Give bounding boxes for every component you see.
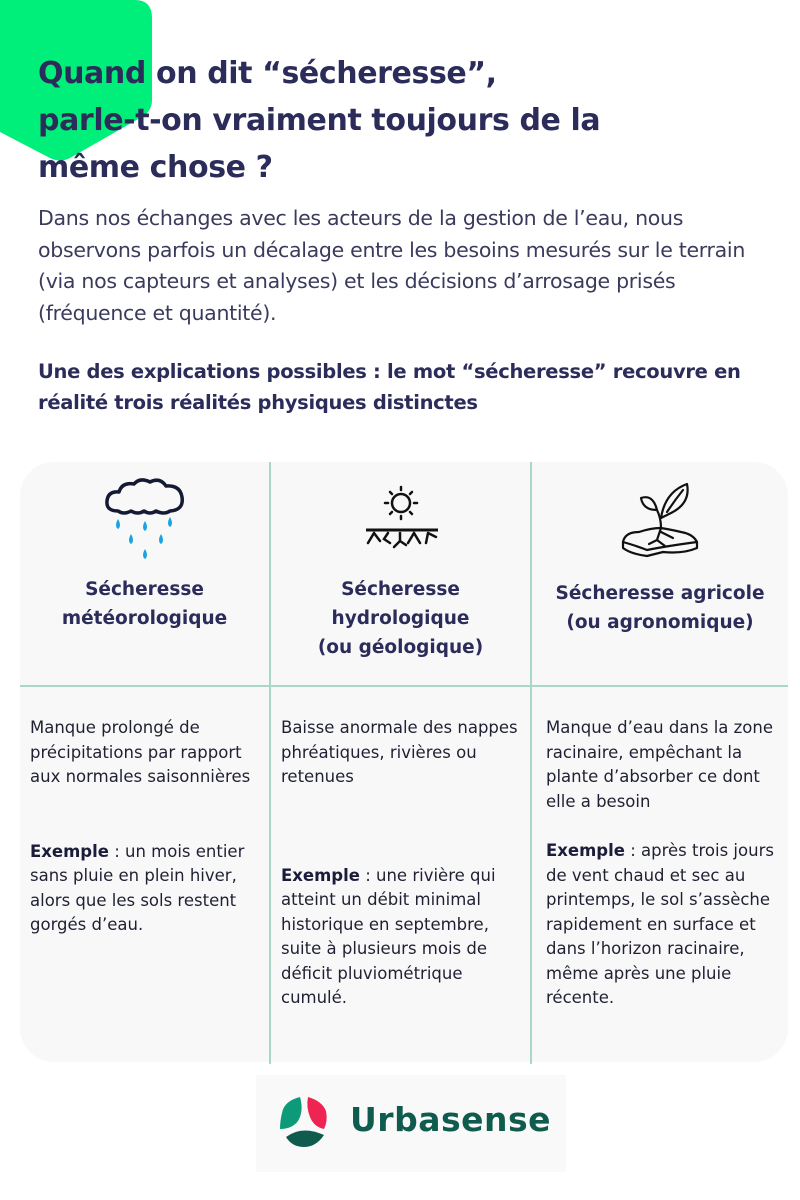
column-body <box>30 716 261 938</box>
brand-logo <box>256 1075 566 1172</box>
title-line-2: parle-t-on vraiment toujours de la <box>38 103 601 138</box>
example-text <box>281 864 522 1011</box>
rain-cloud-icon <box>20 474 269 566</box>
column-heading <box>532 579 788 637</box>
intro-paragraph: Dans nos échanges avec les acteurs de la gestion de l’eau, nous observons parfois un décalage entre les besoins mesurés sur le terrain (via nos capteurs et analyses) et les décisions d’arrosage prisés (fréquence et quantité). <box>38 206 746 325</box>
subheading: Une des explications possibles : le mot “sécheresse” recouvre en réalité trois réalités physiques distinctes <box>38 360 741 414</box>
definition-text: Manque d’eau dans la zone racinaire, empêchant la plante d’absorber ce dont elle a besoin <box>546 718 774 811</box>
heading-line: Sécheresse <box>341 579 460 600</box>
example-text <box>546 839 780 1011</box>
sun-over-roots-icon <box>271 474 530 566</box>
heading-line: Sécheresse <box>85 579 204 600</box>
example-content: : après trois jours de vent chaud et sec au printemps, le sol s’assèche rapidement en surface et dans l’horizon racinaire, même après une pluie récente. <box>546 841 774 1007</box>
page-title <box>38 50 758 191</box>
column-body <box>281 716 522 1011</box>
title-line-1: Quand on dit “sécheresse”, <box>38 56 497 91</box>
sprout-in-soil-icon <box>532 474 788 566</box>
heading-line: hydrologique <box>331 608 470 629</box>
definition-text: Manque prolongé de précipitations par rapport aux normales saisonnières <box>30 718 251 786</box>
example-label: Exemple <box>30 841 109 861</box>
example-label: Exemple <box>546 841 625 860</box>
heading-line: météorologique <box>61 608 228 629</box>
example-content: : une rivière qui atteint un débit minimal historique en septembre, suite à plusieurs mois de déficit pluviométrique cumulé. <box>281 865 496 1007</box>
column-heading <box>20 575 269 633</box>
heading-line: (ou géologique) <box>317 637 484 658</box>
title-line-3: même chose ? <box>38 150 273 185</box>
brand-name: Urbasense <box>350 1100 552 1139</box>
example-content: : un mois entier sans pluie en plein hiver, alors que les sols restent gorgés d’eau. <box>30 841 245 934</box>
row-divider <box>20 685 788 687</box>
example-text <box>30 840 261 938</box>
urbasense-logo-icon <box>278 1095 332 1149</box>
heading-line: (ou agronomique) <box>566 612 754 633</box>
column-body <box>546 716 780 1011</box>
definition-text: Baisse anormale des nappes phréatiques, rivières ou retenues <box>281 718 518 786</box>
example-label: Exemple <box>281 865 360 885</box>
column-heading <box>271 575 530 662</box>
heading-line: Sécheresse agricole <box>555 583 765 604</box>
